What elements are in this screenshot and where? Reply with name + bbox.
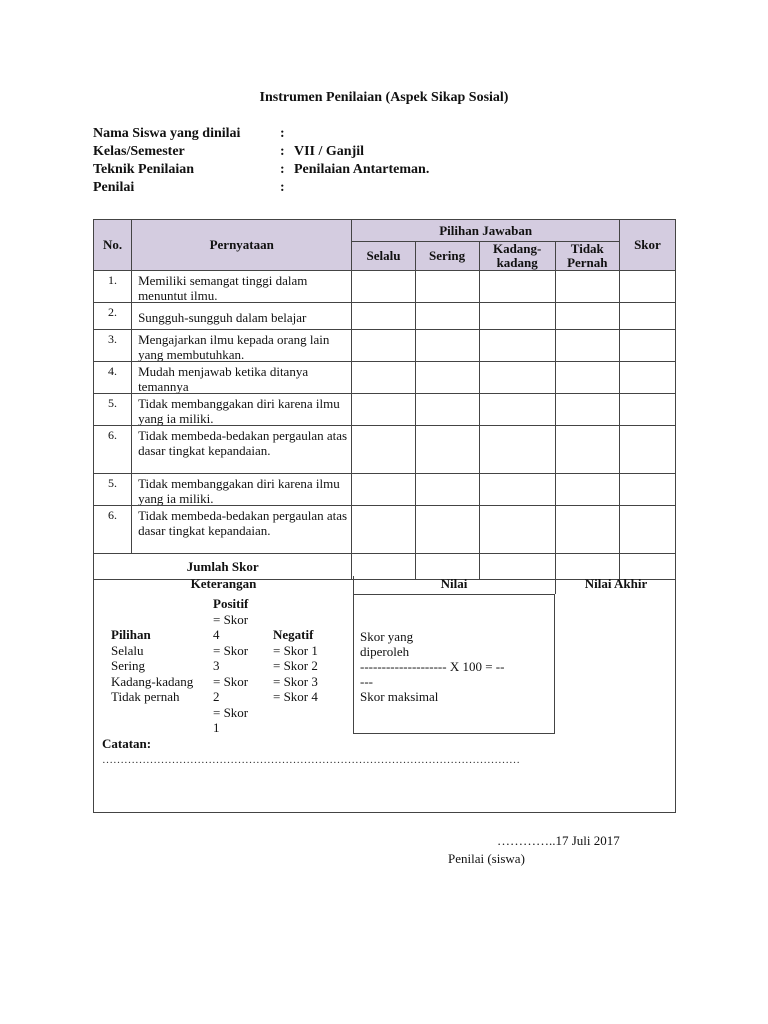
cell-sering[interactable]: [415, 271, 479, 303]
row-number: 3.: [94, 330, 132, 362]
cell-kadang[interactable]: [479, 474, 555, 506]
table-row: [94, 474, 676, 506]
cell-score[interactable]: [619, 506, 675, 554]
pilihan-item: Selalu: [111, 642, 144, 658]
positif-item: = Skor: [213, 704, 249, 720]
catatan-label: Catatan:: [102, 736, 152, 751]
negatif-heading: Negatif: [273, 627, 314, 642]
cell-score[interactable]: [619, 303, 675, 330]
header-kadang: Kadang-kadang: [479, 242, 555, 271]
row-number: 5.: [94, 394, 132, 426]
cell-selalu[interactable]: [352, 362, 415, 394]
cell-score[interactable]: [619, 362, 675, 394]
header-score: Skor: [619, 220, 675, 271]
cell-kadang[interactable]: [479, 426, 555, 474]
pilihan-item: Kadang-kadang: [111, 673, 194, 689]
identity-row-technique: [93, 161, 653, 179]
cell-sering[interactable]: [415, 330, 479, 362]
identity-value: VII / Ganjil: [294, 144, 365, 159]
row-number: 2.: [94, 303, 132, 330]
cell-selalu[interactable]: [352, 426, 415, 474]
identity-label: Penilai: [93, 180, 135, 195]
catatan-dots[interactable]: ……………………………………………………………………………………………………: [102, 754, 520, 766]
cell-tidak-pernah[interactable]: [555, 506, 619, 554]
negatif-item: = Skor 1: [273, 642, 318, 658]
identity-colon: :: [280, 180, 285, 195]
cell-score[interactable]: [619, 426, 675, 474]
row-statement-text: Memiliki semangat tinggi dalam menuntut ilmu.: [138, 273, 308, 302]
identity-value: Penilaian Antarteman.: [294, 162, 430, 177]
nilai-formula-box: [353, 594, 555, 734]
row-statement-text: Mudah menjawab ketika ditanya temannya: [138, 364, 309, 393]
cell-sering[interactable]: [415, 303, 479, 330]
negatif-item: = Skor 4: [273, 689, 318, 704]
row-number: 4.: [94, 362, 132, 394]
formula-line: Skor yang: [360, 629, 414, 644]
row-statement: [132, 394, 352, 426]
keterangan-section: [93, 576, 676, 813]
cell-tidak-pernah[interactable]: [555, 303, 619, 330]
negatif-column: [273, 627, 318, 705]
signer-label: Penilai (siswa): [448, 851, 525, 866]
formula-line: ---: [360, 674, 373, 689]
cell-tidak-pernah[interactable]: [555, 474, 619, 506]
identity-row-assessor: [93, 179, 653, 197]
nilai-heading: Nilai: [440, 576, 468, 591]
row-number: 1.: [94, 271, 132, 303]
cell-tidak-pernah[interactable]: [555, 394, 619, 426]
pilihan-column: [111, 627, 193, 705]
cell-kadang[interactable]: [479, 303, 555, 330]
table-row: [94, 506, 676, 554]
cell-sering[interactable]: [415, 506, 479, 554]
identity-row-name: [93, 125, 653, 143]
identity-label: Kelas/Semester: [93, 144, 185, 159]
header-sering: Sering: [415, 242, 479, 271]
cell-selalu[interactable]: [352, 330, 415, 362]
formula-line: diperoleh: [360, 644, 410, 659]
cell-tidak-pernah[interactable]: [555, 362, 619, 394]
pilihan-item: Sering: [111, 658, 145, 673]
positif-item: 3: [213, 658, 220, 673]
header-choices: Pilihan Jawaban: [352, 220, 619, 242]
identity-colon: :: [280, 162, 285, 177]
cell-score[interactable]: [619, 474, 675, 506]
pilihan-heading: Pilihan: [111, 627, 151, 642]
cell-sering[interactable]: [415, 394, 479, 426]
positif-item: 1: [213, 720, 220, 735]
identity-row-class: [93, 143, 653, 161]
identity-label: Teknik Penilaian: [93, 162, 195, 177]
positif-item: = Skor: [213, 673, 249, 689]
row-statement-text: Tidak membeda-bedakan pergaulan atas dasar tingkat kepandaian.: [138, 428, 348, 458]
nilai-akhir-heading: Nilai Akhir: [584, 576, 648, 591]
cell-score[interactable]: [619, 394, 675, 426]
row-statement: [132, 362, 352, 394]
table-row: [94, 426, 676, 474]
header-statement: Pernyataan: [132, 220, 352, 271]
cell-selalu[interactable]: [352, 303, 415, 330]
positif-item: = Skor: [213, 642, 249, 658]
row-statement: [132, 330, 352, 362]
cell-kadang[interactable]: [479, 394, 555, 426]
cell-score[interactable]: [619, 330, 675, 362]
table-row: [94, 394, 676, 426]
row-statement-text: Tidak membeda-bedakan pergaulan atas dasar tingkat kepandaian.: [138, 508, 348, 538]
total-label: Jumlah Skor: [94, 554, 352, 580]
row-statement: [132, 506, 352, 554]
cell-tidak-pernah[interactable]: [555, 426, 619, 474]
positif-item: 4: [213, 627, 220, 642]
formula-line: Skor maksimal: [360, 689, 439, 704]
identity-colon: :: [280, 144, 285, 159]
positif-heading: Positif: [213, 596, 249, 611]
document-title: Instrumen Penilaian (Aspek Sikap Sosial): [259, 90, 509, 105]
row-statement: [132, 271, 352, 303]
row-statement: [132, 426, 352, 474]
cell-selalu[interactable]: [352, 474, 415, 506]
cell-kadang[interactable]: [479, 330, 555, 362]
negatif-item: = Skor 3: [273, 673, 318, 689]
positif-item: 2: [213, 689, 220, 704]
row-number: 6.: [94, 426, 132, 474]
header-selalu: Selalu: [352, 242, 415, 271]
cell-kadang[interactable]: [479, 506, 555, 554]
cell-kadang[interactable]: [479, 271, 555, 303]
row-statement-text: Mengajarkan ilmu kepada orang lain yang membutuhkan.: [138, 332, 330, 361]
cell-selalu[interactable]: [352, 506, 415, 554]
identity-colon: :: [280, 126, 285, 141]
row-statement-text: Sungguh-sungguh dalam belajar: [138, 309, 307, 325]
identity-label: Nama Siswa yang dinilai: [93, 126, 241, 141]
table-row: [94, 330, 676, 362]
identity-block: [93, 125, 653, 197]
positif-item: = Skor: [213, 611, 249, 627]
cell-tidak-pernah[interactable]: [555, 271, 619, 303]
row-statement: [132, 303, 352, 330]
cell-sering[interactable]: [415, 474, 479, 506]
pilihan-item: Tidak pernah: [111, 689, 180, 704]
formula-line: -------------------- X 100 = --: [360, 659, 505, 674]
keterangan-heading: Keterangan: [190, 576, 257, 591]
row-statement-text: Tidak membanggakan diri karena ilmu yang ia miliki.: [138, 396, 340, 425]
header-tidak-pernah: Tidak Pernah: [555, 242, 619, 271]
cell-selalu[interactable]: [352, 394, 415, 426]
table-row: [94, 271, 676, 303]
cell-selalu[interactable]: [352, 271, 415, 303]
header-no: No.: [94, 220, 132, 271]
table-row: [94, 303, 676, 330]
cell-kadang[interactable]: [479, 362, 555, 394]
positif-column: [213, 596, 248, 736]
assessment-table: [93, 219, 676, 580]
table-row: [94, 362, 676, 394]
cell-score[interactable]: [619, 271, 675, 303]
row-statement: [132, 474, 352, 506]
row-number: 5.: [94, 474, 132, 506]
row-number: 6.: [94, 506, 132, 554]
cell-sering[interactable]: [415, 426, 479, 474]
date-line: …………..17 Juli 2017: [497, 833, 620, 848]
negatif-item: = Skor 2: [273, 658, 318, 673]
row-statement-text: Tidak membanggakan diri karena ilmu yang ia miliki.: [138, 476, 340, 505]
cell-sering[interactable]: [415, 362, 479, 394]
cell-tidak-pernah[interactable]: [555, 330, 619, 362]
